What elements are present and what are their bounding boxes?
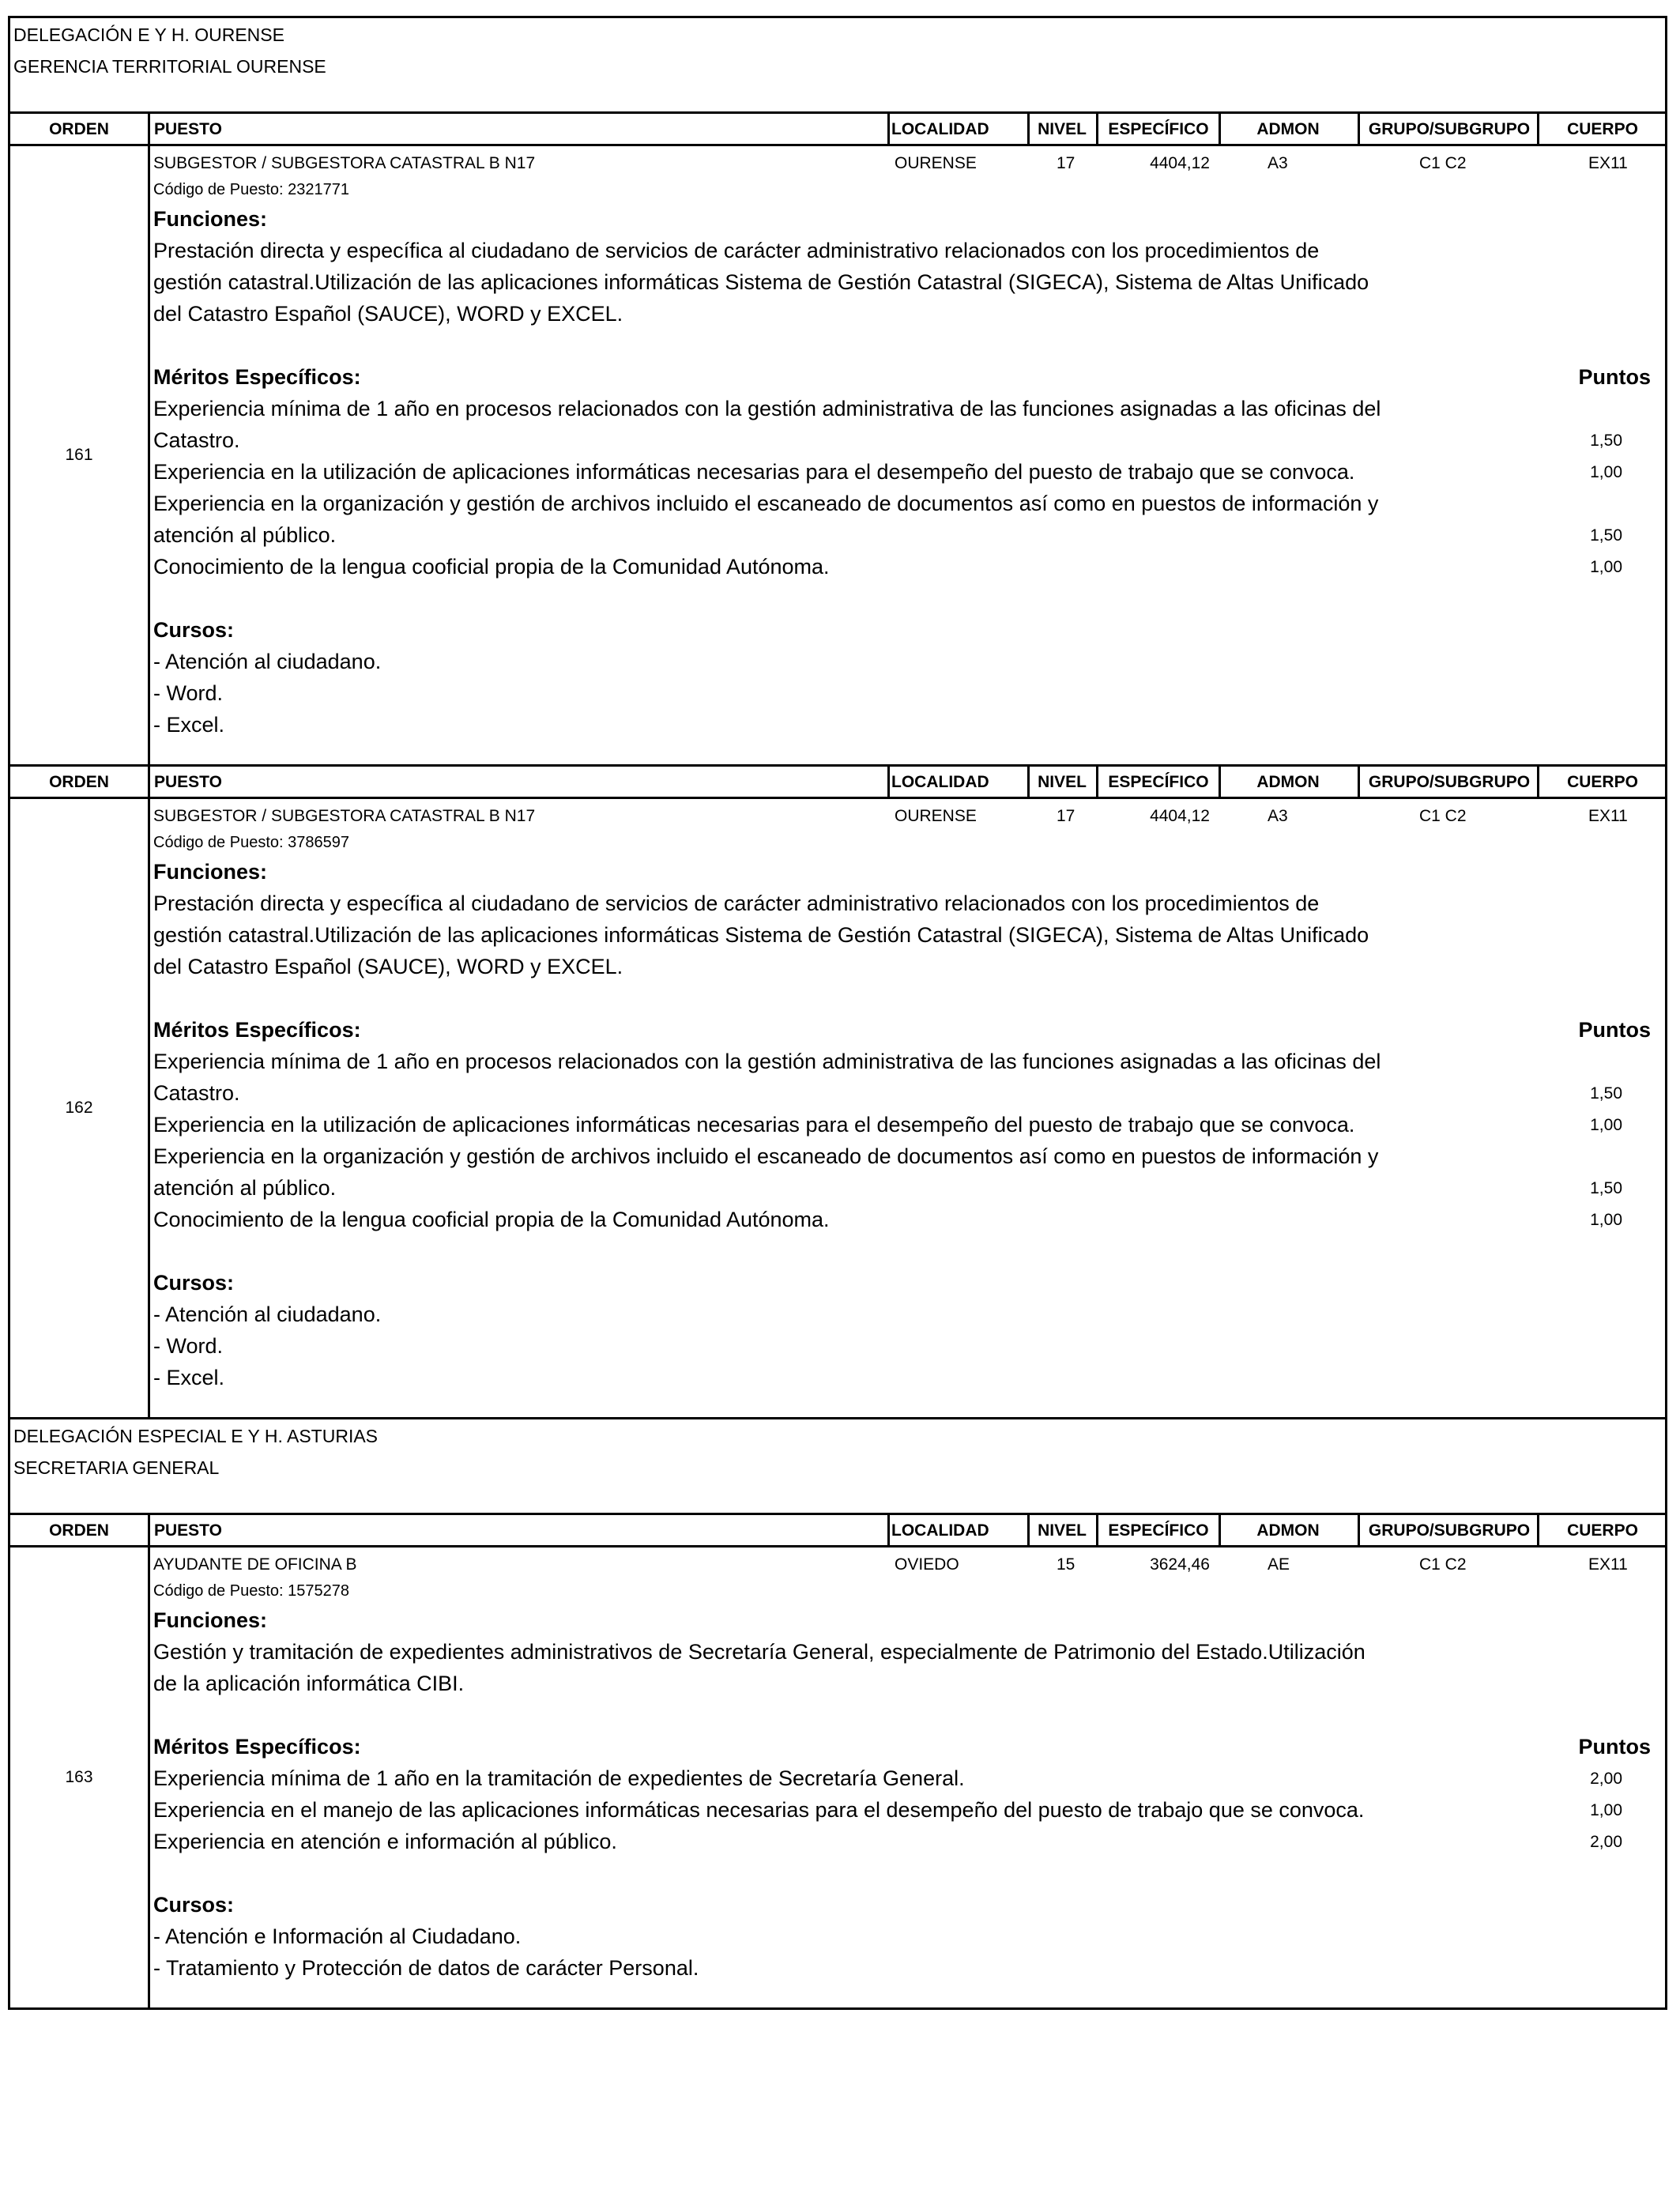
col-puesto: PUESTO — [154, 1521, 222, 1540]
column-header — [10, 1515, 1665, 1547]
column-header — [10, 114, 1665, 146]
col-cuerpo: CUERPO — [1567, 773, 1638, 791]
puesto-details — [150, 1547, 1665, 2007]
merito-line: Experiencia en la organización y gestión de archivos incluido el escaneado de documentos así como en puestos de información y — [153, 492, 1379, 515]
column-divider — [1096, 767, 1098, 797]
puesto-value: SUBGESTOR / SUBGESTORA CATASTRAL B N17 — [153, 807, 536, 825]
merito-line: atención al público. — [153, 523, 337, 547]
column-divider — [1027, 767, 1030, 797]
merito-text — [153, 393, 1410, 456]
puesto-value: AYUDANTE DE OFICINA B — [153, 1555, 357, 1574]
merito-item — [150, 1046, 1665, 1109]
grupo-value: C1 C2 — [1419, 807, 1467, 825]
merito-item — [150, 551, 1665, 582]
orden-value: 161 — [65, 446, 93, 464]
curso-item: - Atención al ciudadano. — [153, 1302, 382, 1326]
merito-line: Experiencia en la organización y gestión de archivos incluido el escaneado de documentos así como en puestos de información y — [153, 1144, 1379, 1168]
column-divider — [1027, 114, 1030, 144]
column-divider — [887, 1515, 890, 1545]
col-admon: ADMON — [1256, 120, 1320, 138]
column-divider — [1358, 767, 1360, 797]
column-divider — [148, 767, 150, 797]
funciones-text: del Catastro Español (SAUCE), WORD y EXCEL. — [153, 302, 623, 326]
column-divider — [1096, 114, 1098, 144]
listing-table — [8, 16, 1667, 2010]
merito-puntos: 1,00 — [1590, 1116, 1622, 1134]
col-admon: ADMON — [1256, 1521, 1320, 1540]
col-localidad: LOCALIDAD — [891, 1521, 989, 1540]
puesto-details — [150, 146, 1665, 764]
table-row — [10, 1547, 1665, 2007]
curso-item: - Atención al ciudadano. — [153, 650, 382, 673]
meritos-heading — [150, 1014, 1665, 1046]
merito-text — [153, 1046, 1410, 1109]
cursos-heading: Cursos: — [153, 1271, 235, 1295]
merito-line: Catastro. — [153, 1081, 240, 1105]
merito-puntos: 1,50 — [1590, 1084, 1622, 1103]
merito-item — [150, 456, 1665, 488]
org-header — [10, 1419, 1665, 1515]
spacer — [150, 1235, 1665, 1267]
merito-puntos: 1,00 — [1590, 463, 1622, 481]
curso-item: - Tratamiento y Protección de datos de carácter Personal. — [153, 1956, 699, 1980]
funciones-text: Gestión y tramitación de expedientes administrativos de Secretaría General, especialmente de Patrimonio del Estado.Utilización — [153, 1640, 1365, 1664]
col-localidad: LOCALIDAD — [891, 120, 989, 138]
merito-item — [150, 1204, 1665, 1235]
merito-line: Experiencia mínima de 1 año en la tramitación de expedientes de Secretaría General. — [153, 1766, 965, 1790]
admon-value: AE — [1268, 1555, 1290, 1574]
funciones-text: de la aplicación informática CIBI. — [153, 1672, 465, 1695]
cursos-heading: Cursos: — [153, 1893, 235, 1917]
merito-puntos: 1,00 — [1590, 1801, 1622, 1819]
curso-item: - Atención e Información al Ciudadano. — [153, 1924, 522, 1948]
merito-line: atención al público. — [153, 1176, 337, 1200]
org-header — [10, 18, 1665, 114]
document-page — [8, 16, 1667, 2010]
nivel-value: 17 — [1057, 154, 1075, 172]
spacer — [150, 1699, 1665, 1731]
col-orden: ORDEN — [49, 120, 109, 138]
merito-puntos: 2,00 — [1590, 1833, 1622, 1851]
merito-puntos: 2,00 — [1590, 1770, 1622, 1788]
grupo-value: C1 C2 — [1419, 154, 1467, 172]
col-nivel: NIVEL — [1038, 120, 1087, 138]
localidad-value: OURENSE — [895, 807, 977, 825]
meritos-heading — [150, 361, 1665, 393]
meritos-label: Méritos Específicos: — [153, 365, 361, 389]
puesto-summary-line — [150, 805, 1665, 829]
table-row — [10, 799, 1665, 1417]
column-divider — [148, 114, 150, 144]
column-divider — [1537, 767, 1539, 797]
col-grupo: GRUPO/SUBGRUPO — [1368, 120, 1531, 138]
spacer — [150, 982, 1665, 1014]
meritos-label: Méritos Específicos: — [153, 1735, 361, 1759]
column-divider — [1096, 1515, 1098, 1545]
merito-line: Catastro. — [153, 428, 240, 452]
merito-text — [153, 456, 1410, 488]
column-divider — [1027, 1515, 1030, 1545]
merito-text — [153, 1762, 1410, 1794]
cuerpo-value: EX11 — [1588, 807, 1628, 825]
col-orden: ORDEN — [49, 773, 109, 791]
merito-puntos: 1,50 — [1590, 432, 1622, 450]
orden-cell — [10, 1547, 150, 2007]
merito-item — [150, 1109, 1665, 1140]
col-nivel: NIVEL — [1038, 1521, 1087, 1540]
especifico-value: 3624,46 — [1150, 1555, 1210, 1574]
spacer — [150, 582, 1665, 614]
merito-puntos: 1,50 — [1590, 1179, 1622, 1197]
column-divider — [887, 114, 890, 144]
puntos-label: Puntos — [1578, 365, 1651, 389]
col-especifico: ESPECÍFICO — [1108, 120, 1209, 138]
especifico-value: 4404,12 — [1150, 154, 1210, 172]
col-especifico: ESPECÍFICO — [1108, 773, 1209, 791]
orden-cell — [10, 799, 150, 1417]
column-divider — [148, 1515, 150, 1545]
merito-line: Conocimiento de la lengua cooficial propia de la Comunidad Autónoma. — [153, 1208, 830, 1231]
col-puesto: PUESTO — [154, 120, 222, 138]
funciones-text: gestión catastral.Utilización de las aplicaciones informáticas Sistema de Gestión Catastral (SIGECA), Sistema de Altas Unificado — [153, 923, 1369, 947]
column-divider — [1219, 114, 1221, 144]
merito-text — [153, 1109, 1410, 1140]
column-divider — [1219, 767, 1221, 797]
column-divider — [1358, 1515, 1360, 1545]
col-cuerpo: CUERPO — [1567, 120, 1638, 138]
puesto-value: SUBGESTOR / SUBGESTORA CATASTRAL B N17 — [153, 154, 536, 172]
merito-text — [153, 1140, 1410, 1204]
codigo-puesto: Código de Puesto: 2321771 — [153, 181, 349, 198]
puntos-label: Puntos — [1578, 1735, 1651, 1759]
merito-item — [150, 1140, 1665, 1204]
col-grupo: GRUPO/SUBGRUPO — [1368, 773, 1531, 791]
merito-text — [153, 488, 1410, 551]
funciones-text: gestión catastral.Utilización de las aplicaciones informáticas Sistema de Gestión Catastral (SIGECA), Sistema de Altas Unificado — [153, 270, 1369, 294]
cuerpo-value: EX11 — [1588, 1555, 1628, 1574]
merito-line: Experiencia en atención e información al público. — [153, 1830, 617, 1853]
merito-text — [153, 1794, 1410, 1826]
merito-text — [153, 1204, 1410, 1235]
localidad-value: OVIEDO — [895, 1555, 959, 1574]
orden-cell — [10, 146, 150, 764]
col-puesto: PUESTO — [154, 773, 222, 791]
col-nivel: NIVEL — [1038, 773, 1087, 791]
funciones-heading: Funciones: — [153, 207, 268, 231]
column-divider — [887, 767, 890, 797]
puesto-summary-line — [150, 153, 1665, 176]
nivel-value: 17 — [1057, 807, 1075, 825]
org-unidad: GERENCIA TERRITORIAL OURENSE — [13, 56, 326, 77]
col-orden: ORDEN — [49, 1521, 109, 1540]
col-grupo: GRUPO/SUBGRUPO — [1368, 1521, 1531, 1540]
funciones-text: Prestación directa y específica al ciudadano de servicios de carácter administrativo relacionados con los procedimientos de — [153, 892, 1320, 915]
merito-text — [153, 551, 1410, 582]
column-divider — [1358, 114, 1360, 144]
column-divider — [1537, 1515, 1539, 1545]
merito-item — [150, 393, 1665, 456]
codigo-puesto: Código de Puesto: 1575278 — [153, 1582, 349, 1600]
meritos-heading — [150, 1731, 1665, 1762]
cuerpo-value: EX11 — [1588, 154, 1628, 172]
merito-line: Experiencia en la utilización de aplicaciones informáticas necesarias para el desempeño del puesto de trabajo que se convoca. — [153, 460, 1355, 484]
org-delegacion: DELEGACIÓN E Y H. OURENSE — [13, 25, 284, 45]
org-delegacion: DELEGACIÓN ESPECIAL E Y H. ASTURIAS — [13, 1426, 379, 1446]
col-admon: ADMON — [1256, 773, 1320, 791]
merito-item — [150, 488, 1665, 551]
funciones-heading: Funciones: — [153, 1608, 268, 1632]
orden-value: 162 — [65, 1099, 93, 1117]
curso-item: - Excel. — [153, 1366, 225, 1389]
codigo-puesto: Código de Puesto: 3786597 — [153, 834, 349, 851]
column-divider — [1537, 114, 1539, 144]
puntos-label: Puntos — [1578, 1018, 1651, 1042]
merito-line: Conocimiento de la lengua cooficial propia de la Comunidad Autónoma. — [153, 555, 830, 579]
puesto-summary-line — [150, 1554, 1665, 1578]
merito-item — [150, 1762, 1665, 1794]
col-especifico: ESPECÍFICO — [1108, 1521, 1209, 1540]
org-unidad: SECRETARIA GENERAL — [13, 1457, 220, 1478]
merito-line: Experiencia mínima de 1 año en procesos relacionados con la gestión administrativa de las funciones asignadas a las oficinas del — [153, 397, 1381, 420]
grupo-value: C1 C2 — [1419, 1555, 1467, 1574]
curso-item: - Excel. — [153, 713, 225, 737]
funciones-text: Prestación directa y específica al ciudadano de servicios de carácter administrativo relacionados con los procedimientos de — [153, 239, 1320, 262]
merito-item — [150, 1794, 1665, 1826]
curso-item: - Word. — [153, 1334, 224, 1358]
col-localidad: LOCALIDAD — [891, 773, 989, 791]
especifico-value: 4404,12 — [1150, 807, 1210, 825]
funciones-heading: Funciones: — [153, 860, 268, 884]
curso-item: - Word. — [153, 681, 224, 705]
merito-line: Experiencia en el manejo de las aplicaciones informáticas necesarias para el desempeño del puesto de trabajo que se convoca. — [153, 1798, 1365, 1822]
orden-value: 163 — [65, 1768, 93, 1786]
puesto-details — [150, 799, 1665, 1417]
merito-line: Experiencia mínima de 1 año en procesos relacionados con la gestión administrativa de las funciones asignadas a las oficinas del — [153, 1050, 1381, 1073]
col-cuerpo: CUERPO — [1567, 1521, 1638, 1540]
localidad-value: OURENSE — [895, 154, 977, 172]
merito-text — [153, 1826, 1410, 1857]
admon-value: A3 — [1268, 807, 1288, 825]
merito-puntos: 1,50 — [1590, 526, 1622, 545]
merito-line: Experiencia en la utilización de aplicaciones informáticas necesarias para el desempeño del puesto de trabajo que se convoca. — [153, 1113, 1355, 1137]
column-divider — [1219, 1515, 1221, 1545]
meritos-label: Méritos Específicos: — [153, 1018, 361, 1042]
merito-item — [150, 1826, 1665, 1857]
spacer — [150, 1857, 1665, 1889]
column-header — [10, 767, 1665, 799]
funciones-text: del Catastro Español (SAUCE), WORD y EXCEL. — [153, 955, 623, 978]
spacer — [150, 330, 1665, 361]
table-row — [10, 146, 1665, 764]
merito-puntos: 1,00 — [1590, 1211, 1622, 1229]
admon-value: A3 — [1268, 154, 1288, 172]
cursos-heading: Cursos: — [153, 618, 235, 642]
merito-puntos: 1,00 — [1590, 558, 1622, 576]
nivel-value: 15 — [1057, 1555, 1075, 1574]
